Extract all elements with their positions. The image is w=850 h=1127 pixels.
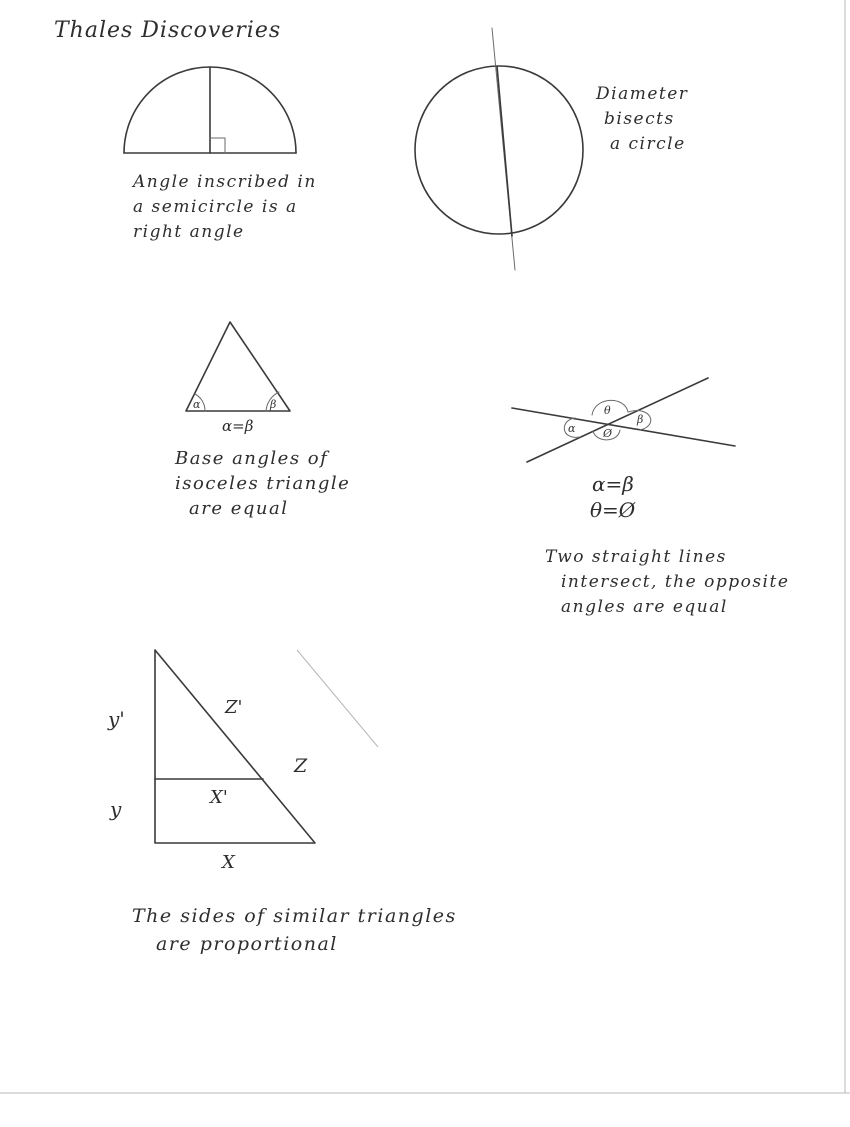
label-x: X bbox=[222, 852, 235, 873]
isosceles-figure bbox=[186, 322, 290, 411]
intersecting-caption-line: angles are equal bbox=[561, 597, 728, 617]
page-title: Thales Discoveries bbox=[54, 18, 282, 43]
label-y-prime: y' bbox=[108, 707, 125, 731]
label-y: y bbox=[110, 797, 122, 821]
circle-caption-line: bisects bbox=[604, 109, 675, 129]
isosceles-caption-line: Base angles of bbox=[175, 448, 329, 469]
angle-label-alpha: α bbox=[568, 422, 576, 435]
angle-label-left: α bbox=[193, 398, 201, 411]
intersecting-lines-figure bbox=[512, 378, 735, 462]
similar-triangles-caption bbox=[132, 902, 457, 958]
circle-caption bbox=[596, 82, 688, 157]
line-two bbox=[527, 378, 708, 462]
angle-label-theta: θ bbox=[604, 404, 611, 417]
semicircle-caption-line: Angle inscribed in bbox=[133, 172, 317, 192]
label-z-prime: Z' bbox=[225, 697, 243, 718]
similar-caption-line: The sides of similar triangles bbox=[132, 905, 457, 927]
isosceles-equation: α=β bbox=[222, 417, 254, 435]
intersecting-caption-line: Two straight lines bbox=[545, 547, 727, 567]
intersecting-caption-line: intersect, the opposite bbox=[561, 572, 790, 592]
isosceles-caption-line: are equal bbox=[189, 498, 289, 519]
line-one bbox=[512, 408, 735, 446]
angle-label-right: β bbox=[270, 398, 277, 411]
intersecting-caption bbox=[545, 545, 789, 620]
label-x-prime: X' bbox=[210, 787, 228, 808]
semicircle-caption bbox=[133, 170, 317, 245]
angle-label-beta: β bbox=[637, 413, 644, 426]
isosceles-caption bbox=[175, 446, 350, 521]
angle-label-phi: Ø bbox=[603, 427, 613, 440]
stray-pencil-mark bbox=[297, 650, 378, 747]
circle-caption-line: Diameter bbox=[596, 84, 689, 104]
semicircle-figure bbox=[124, 67, 296, 153]
right-angle-marker bbox=[210, 138, 225, 153]
circle-figure bbox=[415, 28, 583, 270]
label-z: Z bbox=[294, 755, 308, 777]
semicircle-caption-line: a semicircle is a bbox=[133, 197, 298, 217]
similar-caption-line: are proportional bbox=[156, 933, 338, 955]
large-triangle bbox=[155, 650, 315, 843]
intersecting-equation-1: α=β bbox=[592, 472, 634, 496]
similar-triangles-figure bbox=[155, 650, 378, 843]
intersecting-equation-2: θ=Ø bbox=[590, 498, 636, 522]
semicircle-caption-line: right angle bbox=[133, 222, 245, 242]
circle-caption-line: a circle bbox=[610, 134, 686, 154]
isosceles-caption-line: isoceles triangle bbox=[175, 473, 351, 494]
circle-diameter bbox=[497, 66, 512, 236]
